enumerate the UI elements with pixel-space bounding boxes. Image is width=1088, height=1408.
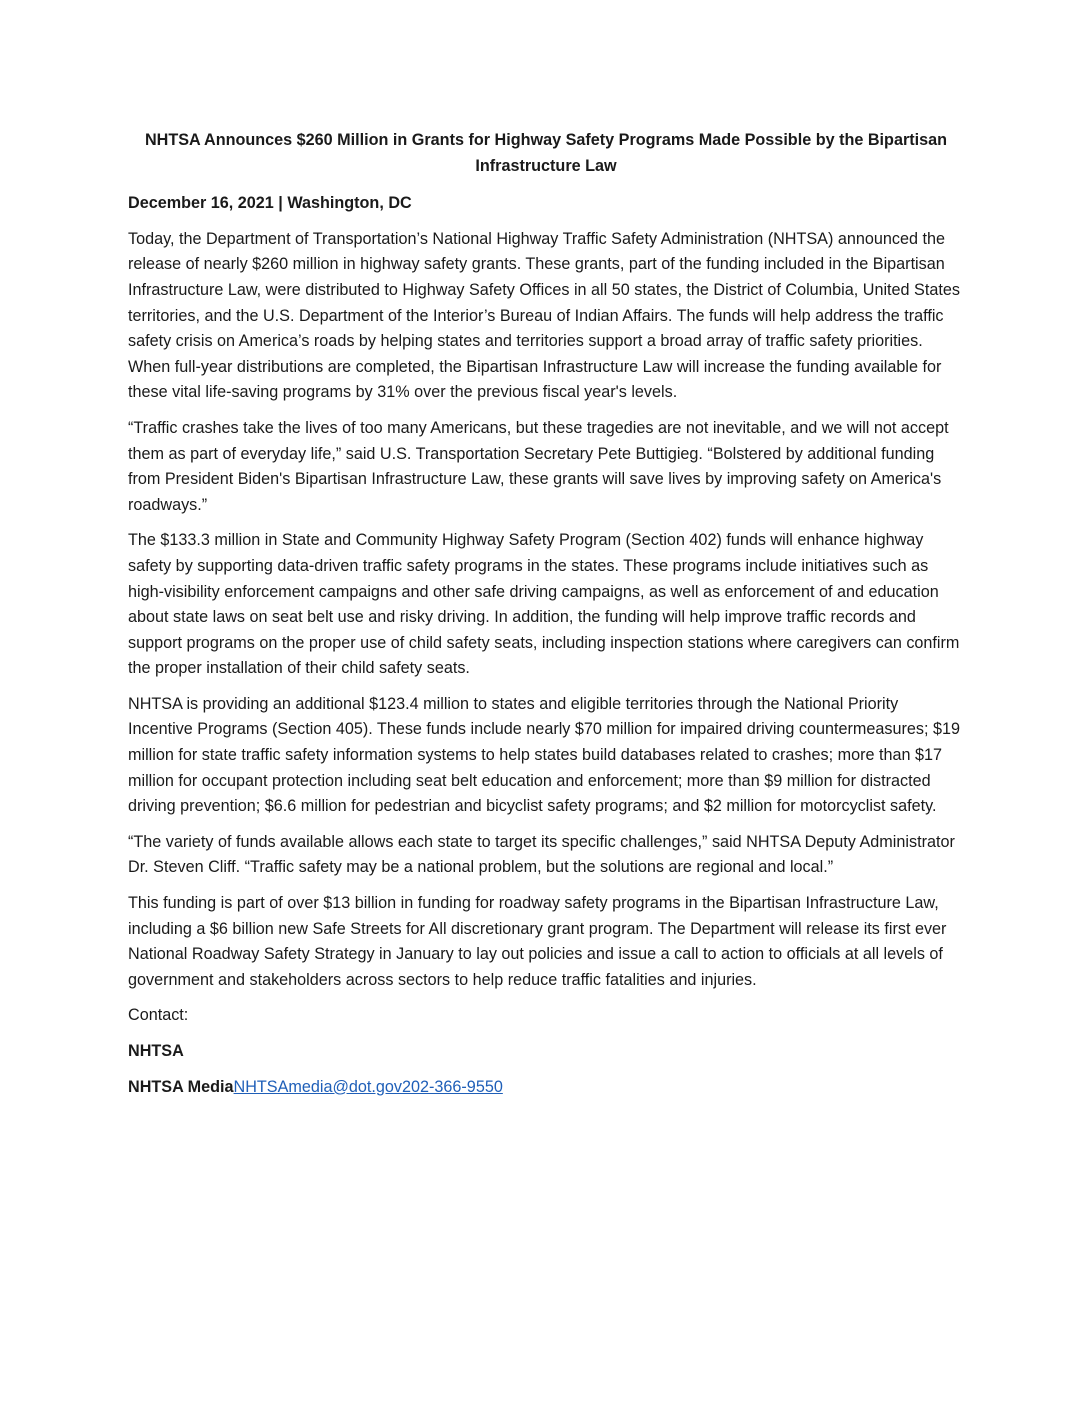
contact-org: NHTSA (128, 1042, 184, 1060)
paragraph-deputy-quote: “The variety of funds available allows each state to target its specific challenges,” said NHTSA Deputy Administrator Dr. Steven Cliff. “Traffic safety may be a national problem, but the solutions are regional and local.” (128, 832, 955, 877)
paragraph-section-402: The $133.3 million in State and Community Highway Safety Program (Section 402) funds will enhance highway safety by supporting data-driven traffic safety programs in the states. These programs include initiatives such as high-visibility enforcement campaigns and other safe driving campaigns, as well as enforcement of and education about state laws on seat belt use and risky driving. In addition, the funding will help improve traffic records and support programs on the proper use of child safety seats, including inspection stations where caregivers can confirm the proper installation of their child safety seats. (128, 531, 960, 678)
paragraph-intro: Today, the Department of Transportation’s National Highway Traffic Safety Administration (NHTSA) announced the release of nearly $260 million in highway safety grants. These grants, part of the funding included in the Bipartisan Infrastructure Law, were distributed to Highway Safety Offices in all 50 states, the District of Columbia, United States territories, and the U.S. Department of the Interior’s Bureau of Indian Affairs. The funds will help address the traffic safety crisis on America’s roads by helping states and territories support a broad array of traffic safety priorities. When full-year distributions are completed, the Bipartisan Infrastructure Law will increase the funding available for these vital life-saving programs by 31% over the previous fiscal year's levels. (128, 229, 960, 402)
dateline: December 16, 2021 | Washington, DC (128, 194, 412, 213)
media-email-link[interactable]: NHTSAmedia@dot.gov202-366-9550 (233, 1077, 503, 1096)
paragraph-funding-context: This funding is part of over $13 billion in funding for roadway safety programs in the Bipartisan Infrastructure Law, including a $6 billion new Safe Streets for All discretionary grant program. The Department will release its first ever National Roadway Safety Strategy in January to lay out policies and issue a call to action to officials at all levels of government and stakeholders across sectors to help reduce traffic fatalities and injuries. (128, 894, 947, 989)
media-contact-line (128, 1075, 964, 1101)
paragraph-secretary-quote: “Traffic crashes take the lives of too many Americans, but these tragedies are not inevitable, and we will not accept them as part of everyday life,” said U.S. Transportation Secretary Pete Buttigieg. “Bolstered by additional funding from President Biden's Bipartisan Infrastructure Law, these grants will save lives by improving safety on America's roadways.” (128, 418, 949, 514)
contact-label: Contact: (128, 1006, 189, 1025)
paragraph-section-405: NHTSA is providing an additional $123.4 million to states and eligible territories through the National Priority Incentive Programs (Section 405). These funds include nearly $70 million for impaired driving countermeasures; $19 million for state traffic safety information systems to help states build databases related to crashes; more than $17 million for occupant protection including seat belt education and enforcement; more than $9 million for distracted driving prevention; $6.6 million for pedestrian and bicyclist safety programs; and $2 million for motorcyclist safety. (128, 694, 960, 816)
media-label: NHTSA Media (128, 1077, 234, 1096)
press-release-page (128, 128, 964, 1110)
press-release-title: NHTSA Announces $260 Million in Grants for Highway Safety Programs Made Possible by the Bipartisan Infrastructure Law (144, 131, 948, 175)
